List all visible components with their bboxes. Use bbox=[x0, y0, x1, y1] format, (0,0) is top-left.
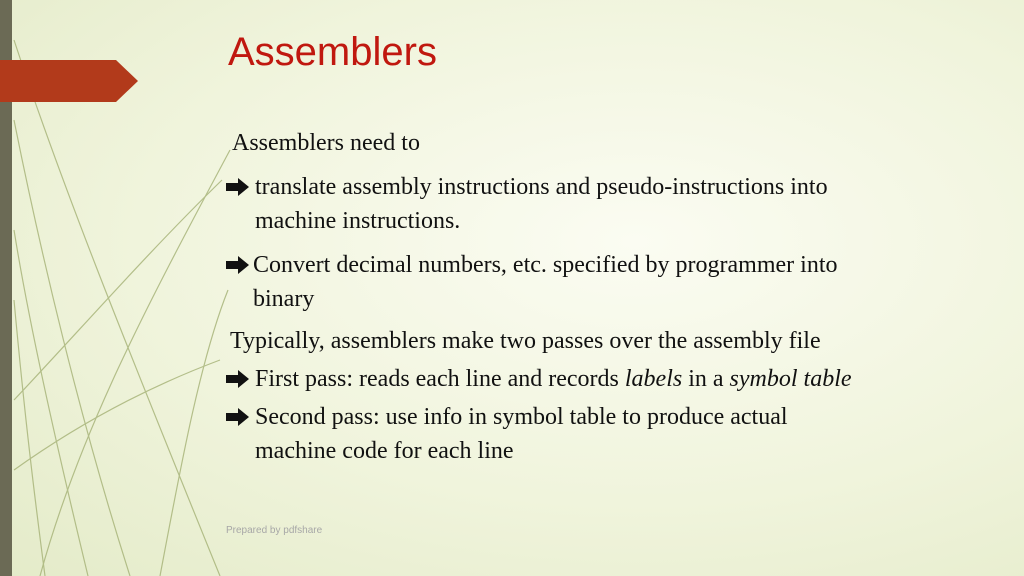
first-pass-connector: in a bbox=[682, 366, 730, 392]
second-pass-text-continued: machine code for each line bbox=[255, 438, 514, 464]
bullet-item-convert bbox=[222, 248, 982, 316]
right-arrow-icon bbox=[224, 369, 251, 389]
slide-body bbox=[222, 126, 982, 468]
bullet-item-first-pass bbox=[222, 362, 982, 396]
right-arrow-icon bbox=[224, 177, 251, 197]
typically-text: Typically, assemblers make two passes over the assembly file bbox=[230, 328, 821, 354]
bullet-text-continued: machine instructions. bbox=[255, 208, 461, 234]
bullet-item-second-pass bbox=[222, 400, 982, 468]
bullet-item-translate bbox=[222, 170, 982, 238]
title-accent-tab bbox=[0, 60, 138, 102]
right-arrow-icon bbox=[224, 255, 251, 275]
footer-credit: Prepared by pdfshare bbox=[226, 525, 323, 536]
intro-text: Assemblers need to bbox=[232, 130, 420, 156]
first-pass-text: First pass: reads each line and records bbox=[255, 366, 625, 392]
bullet-text: Convert decimal numbers, etc. specified by programmer into bbox=[253, 252, 838, 278]
second-pass-text: Second pass: use info in symbol table to produce actual bbox=[255, 404, 788, 430]
slide-title: Assemblers bbox=[228, 30, 437, 74]
bullet-text-continued: binary bbox=[253, 286, 315, 312]
labels-term: labels bbox=[624, 366, 683, 392]
bullet-text: translate assembly instructions and pseudo-instructions into bbox=[255, 174, 828, 200]
symbol-table-term: symbol table bbox=[729, 366, 852, 392]
right-arrow-icon bbox=[224, 407, 251, 427]
